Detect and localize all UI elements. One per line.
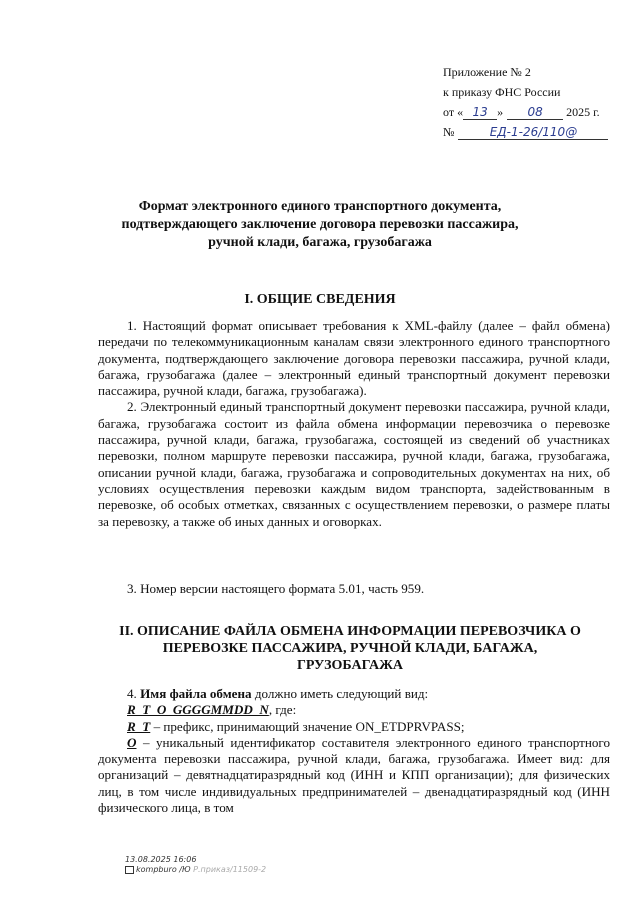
number-prefix: №	[443, 125, 455, 139]
title-line-2: подтверждающего заключение договора перевозки пассажира,	[121, 217, 519, 232]
printer-icon	[125, 866, 134, 874]
paragraph-3: 3. Номер версии настоящего формата 5.01, часть 959.	[127, 581, 425, 596]
section-2-body	[98, 686, 610, 816]
o-code: O	[127, 734, 137, 750]
footer-stamp: Р.приказ/11509-2	[193, 865, 267, 874]
date-mid: »	[497, 105, 504, 119]
annex-block	[443, 62, 633, 142]
rt-code: R_T	[127, 718, 151, 734]
section-1-body	[98, 318, 610, 530]
paragraph-3-block	[98, 581, 610, 597]
file-name-pattern-line	[98, 702, 610, 718]
section-2-heading-line-3: ГРУЗОБАГАЖА	[296, 658, 404, 673]
annex-number-line	[443, 122, 633, 142]
footer-timestamp: 13.08.2025 16:06	[125, 855, 197, 864]
section-2-heading-line-1: II. ОПИСАНИЕ ФАЙЛА ОБМЕНА ИНФОРМАЦИИ ПЕРЕВОЗЧИКА О	[119, 624, 581, 639]
date-year: 2025 г.	[566, 105, 600, 119]
document-title	[80, 198, 560, 252]
date-prefix: от «	[443, 105, 464, 119]
section-2-heading	[100, 623, 600, 674]
rt-definition	[98, 719, 610, 735]
section-2-heading-line-2: ПЕРЕВОЗКЕ ПАССАЖИРА, РУЧНОЙ КЛАДИ, БАГАЖА,	[162, 641, 538, 656]
annex-line-1: Приложение № 2	[443, 65, 531, 79]
o-text: – уникальный идентификатор составителя электронного единого транспортного документа перевозки пассажира, ручной клади, багажа, грузобагажа. Имеет вид: для организаций – девятнадцатиразрядный код (ИНН и КПП организации); для физических лиц, в том числе индивидуальных предпринимателей – двенадцатиразрядный код (ИНН физического лица, в том	[98, 734, 611, 816]
date-day-handwritten: 13	[463, 105, 497, 120]
rt-text: – префикс, принимающий значение ON_ETDPRVPASS;	[153, 718, 465, 734]
o-definition	[98, 735, 610, 816]
annex-date-line	[443, 102, 633, 122]
file-name-pattern: R_T_O_GGGGMMDD_N	[127, 702, 269, 718]
section-1-heading: I. ОБЩИЕ СВЕДЕНИЯ	[244, 292, 396, 307]
footer-user: kompburo /Ю	[136, 865, 191, 874]
annex-line-2: к приказу ФНС России	[443, 85, 561, 99]
title-line-3: ручной клади, багажа, грузобагажа	[208, 235, 432, 250]
title-line-1: Формат электронного единого транспортного документа,	[138, 199, 502, 214]
order-number-handwritten: ЕД-1-26/110@	[458, 125, 608, 140]
paragraph-1: 1. Настоящий формат описывает требования к XML-файлу (далее – файл обмена) передачи по телекоммуникационным каналам связи электронного единого транспортного документа, подтверждающего заключение договора перевозки пассажира, ручной клади, багажа, грузобагажа (далее – электронный единый транспортный документ перевозки пассажира, ручной клади, багажа, грузобагажа).	[98, 318, 610, 399]
pattern-suffix: , где:	[268, 702, 297, 718]
paragraph-2: 2. Электронный единый транспортный документ перевозки пассажира, ручной клади, багажа, грузобагажа состоит из файла обмена информации перевозчика о перевозке пассажира, ручной клади, багажа, грузобагажа, состоящей из сведений об участниках перевозки, полном маршруте перевозки пассажира, ручной клади, багажа, грузобагажа, описании ручной клади, багажа, грузобагажа и сопроводительных документах на них, об условиях осуществления перевозки каждым видом транспорта, задействованным в перевозке, об особых отметках, связанных с осуществлением перевозки, о размере платы за перевозку, а также об иных данных и оговорках.	[98, 399, 610, 529]
print-footer	[125, 855, 266, 875]
p4-number: 4.	[127, 686, 137, 701]
p4-bold-term: Имя файла обмена	[140, 686, 252, 701]
paragraph-4	[98, 686, 610, 702]
date-month-handwritten: 08	[507, 105, 563, 120]
footer-user-line	[125, 865, 266, 875]
p4-rest: должно иметь следующий вид:	[254, 686, 429, 701]
